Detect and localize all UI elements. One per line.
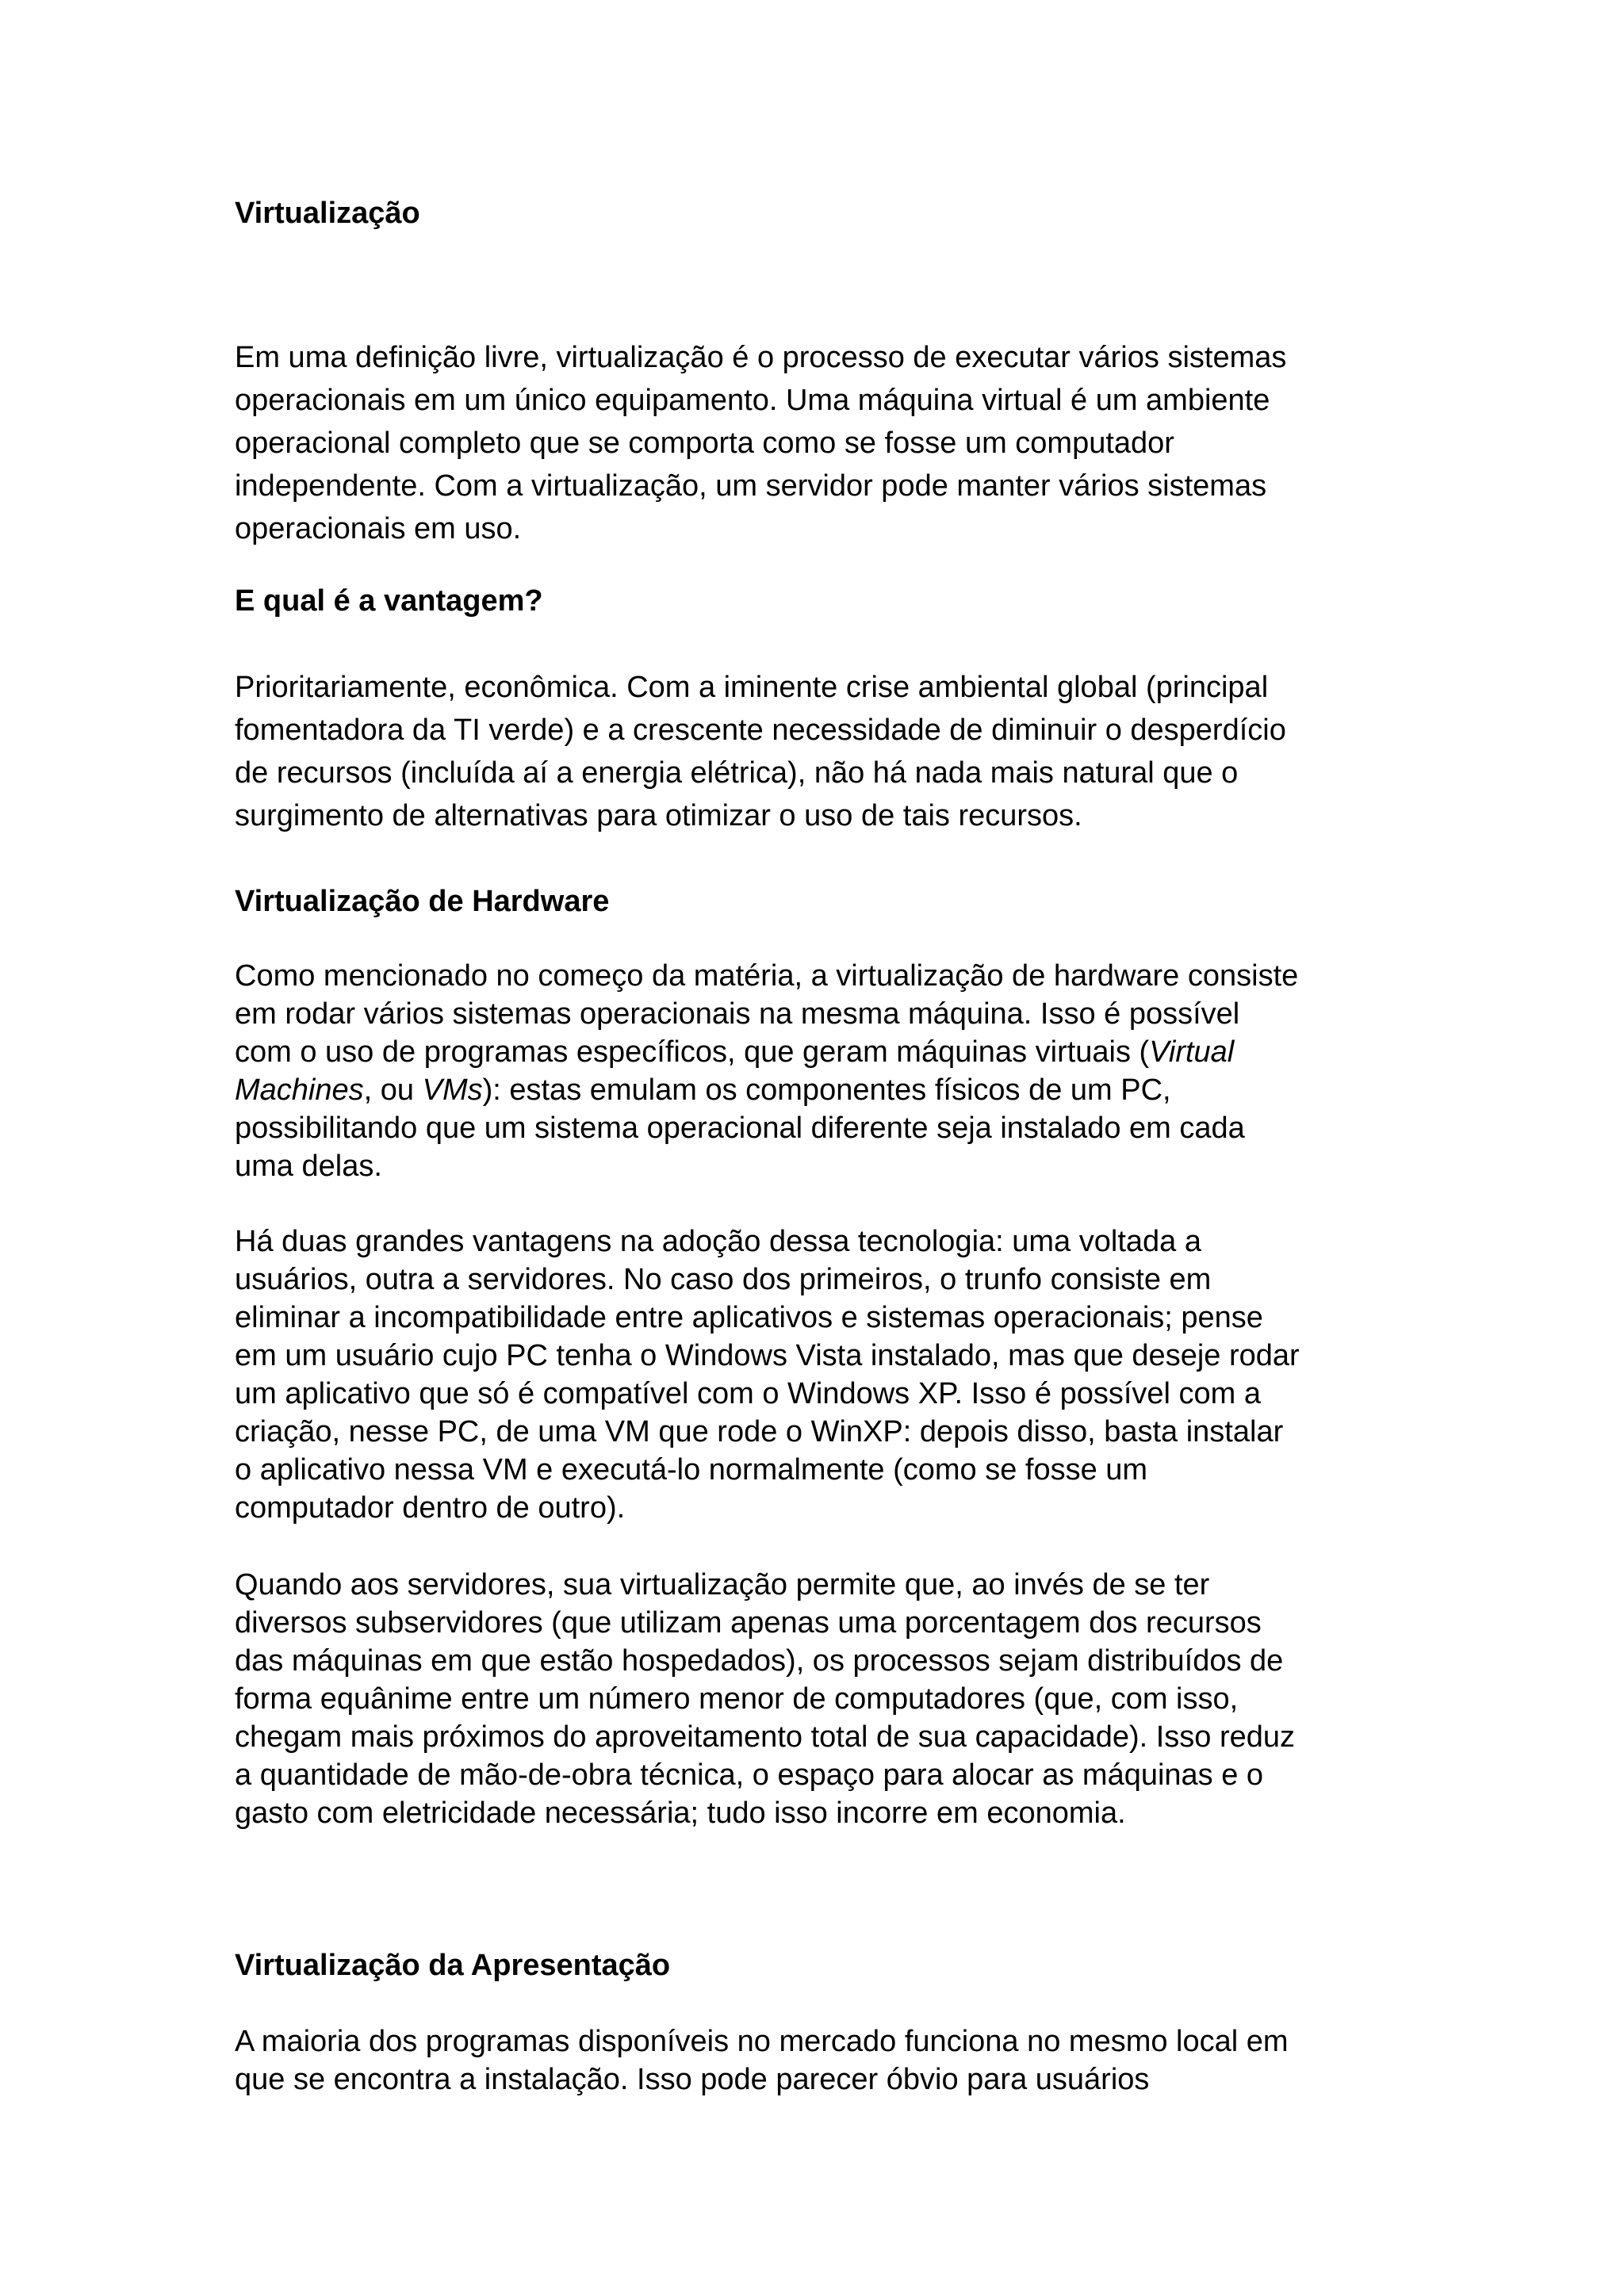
paragraph-line: usuários, outra a servidores. No caso dos primeiros, o trunfo consiste em xyxy=(235,1263,1212,1296)
paragraph-line: em rodar vários sistemas operacionais na mesma máquina. Isso é possível xyxy=(235,997,1240,1031)
paragraph-line: possibilitando que um sistema operacional diferente seja instalado em cada xyxy=(235,1112,1245,1145)
presentation-paragraph xyxy=(235,2022,1408,2099)
paragraph-line: eliminar a incompatibilidade entre aplicativos e sistemas operacionais; pense xyxy=(235,1301,1263,1334)
hardware-paragraph-1 xyxy=(235,957,1408,1185)
italic-term: Virtual xyxy=(1149,1035,1235,1069)
paragraph-line: Como mencionado no começo da matéria, a virtualização de hardware consiste xyxy=(235,959,1299,993)
paragraph-line: que se encontra a instalação. Isso pode parecer óbvio para usuários xyxy=(235,2063,1150,2096)
paragraph-line: Prioritariamente, econômica. Com a iminente crise ambiental global (principal xyxy=(235,671,1269,704)
intro-paragraph xyxy=(235,336,1408,550)
paragraph-line xyxy=(235,1071,1408,1109)
paragraph-line: fomentadora da TI verde) e a crescente necessidade de diminuir o desperdício xyxy=(235,714,1286,747)
paragraph-line: um aplicativo que só é compatível com o Windows XP. Isso é possível com a xyxy=(235,1377,1262,1410)
paragraph-line: A maioria dos programas disponíveis no mercado funciona no mesmo local em xyxy=(235,2025,1289,2058)
hardware-heading: Virtualização de Hardware xyxy=(235,885,610,918)
italic-term: Machines xyxy=(235,1073,364,1107)
document-page xyxy=(235,0,1408,2296)
paragraph-line: computador dentro de outro). xyxy=(235,1491,626,1525)
paragraph-text: , ou xyxy=(363,1073,423,1107)
paragraph-line: Quando aos servidores, sua virtualização permite que, ao invés de se ter xyxy=(235,1568,1210,1601)
paragraph-line: operacionais em um único equipamento. Uma máquina virtual é um ambiente xyxy=(235,384,1270,417)
paragraph-line: independente. Com a virtualização, um servidor pode manter vários sistemas xyxy=(235,469,1267,503)
paragraph-text: ): estas emulam os componentes físicos de um PC, xyxy=(482,1073,1171,1107)
paragraph-line: gasto com eletricidade necessária; tudo isso incorre em economia. xyxy=(235,1797,1126,1830)
advantage-heading: E qual é a vantagem? xyxy=(235,584,543,618)
paragraph-text: com o uso de programas específicos, que geram máquinas virtuais ( xyxy=(235,1035,1150,1069)
paragraph-line: chegam mais próximos do aproveitamento total de sua capacidade). Isso reduz xyxy=(235,1720,1296,1754)
paragraph-line: o aplicativo nessa VM e executá-lo normalmente (como se fosse um xyxy=(235,1453,1148,1487)
paragraph-line: surgimento de alternativas para otimizar o uso de tais recursos. xyxy=(235,799,1082,832)
hardware-paragraph-2 xyxy=(235,1223,1408,1527)
italic-term: VMs xyxy=(422,1073,483,1107)
paragraph-line: criação, nesse PC, de uma VM que rode o WinXP: depois disso, basta instalar xyxy=(235,1415,1284,1448)
paragraph-line: em um usuário cujo PC tenha o Windows Vista instalado, mas que deseje rodar xyxy=(235,1339,1300,1372)
paragraph-line: de recursos (incluída aí a energia elétrica), não há nada mais natural que o xyxy=(235,756,1239,790)
paragraph-line xyxy=(235,1033,1408,1071)
document-title: Virtualização xyxy=(235,197,420,230)
paragraph-line: diversos subservidores (que utilizam apenas uma porcentagem dos recursos xyxy=(235,1606,1262,1640)
hardware-paragraph-3 xyxy=(235,1566,1408,1832)
paragraph-line: operacionais em uso. xyxy=(235,512,522,545)
paragraph-line: Em uma definição livre, virtualização é o processo de executar vários sistemas xyxy=(235,341,1287,374)
paragraph-line: uma delas. xyxy=(235,1150,382,1183)
paragraph-line: das máquinas em que estão hospedados), os processos sejam distribuídos de xyxy=(235,1644,1284,1678)
paragraph-line: Há duas grandes vantagens na adoção dessa tecnologia: uma voltada a xyxy=(235,1225,1201,1258)
paragraph-line: forma equânime entre um número menor de computadores (que, com isso, xyxy=(235,1682,1239,1716)
paragraph-line: operacional completo que se comporta como se fosse um computador xyxy=(235,427,1174,460)
paragraph-line: a quantidade de mão-de-obra técnica, o espaço para alocar as máquinas e o xyxy=(235,1758,1264,1792)
advantage-paragraph xyxy=(235,666,1408,837)
presentation-heading: Virtualização da Apresentação xyxy=(235,1949,671,1982)
